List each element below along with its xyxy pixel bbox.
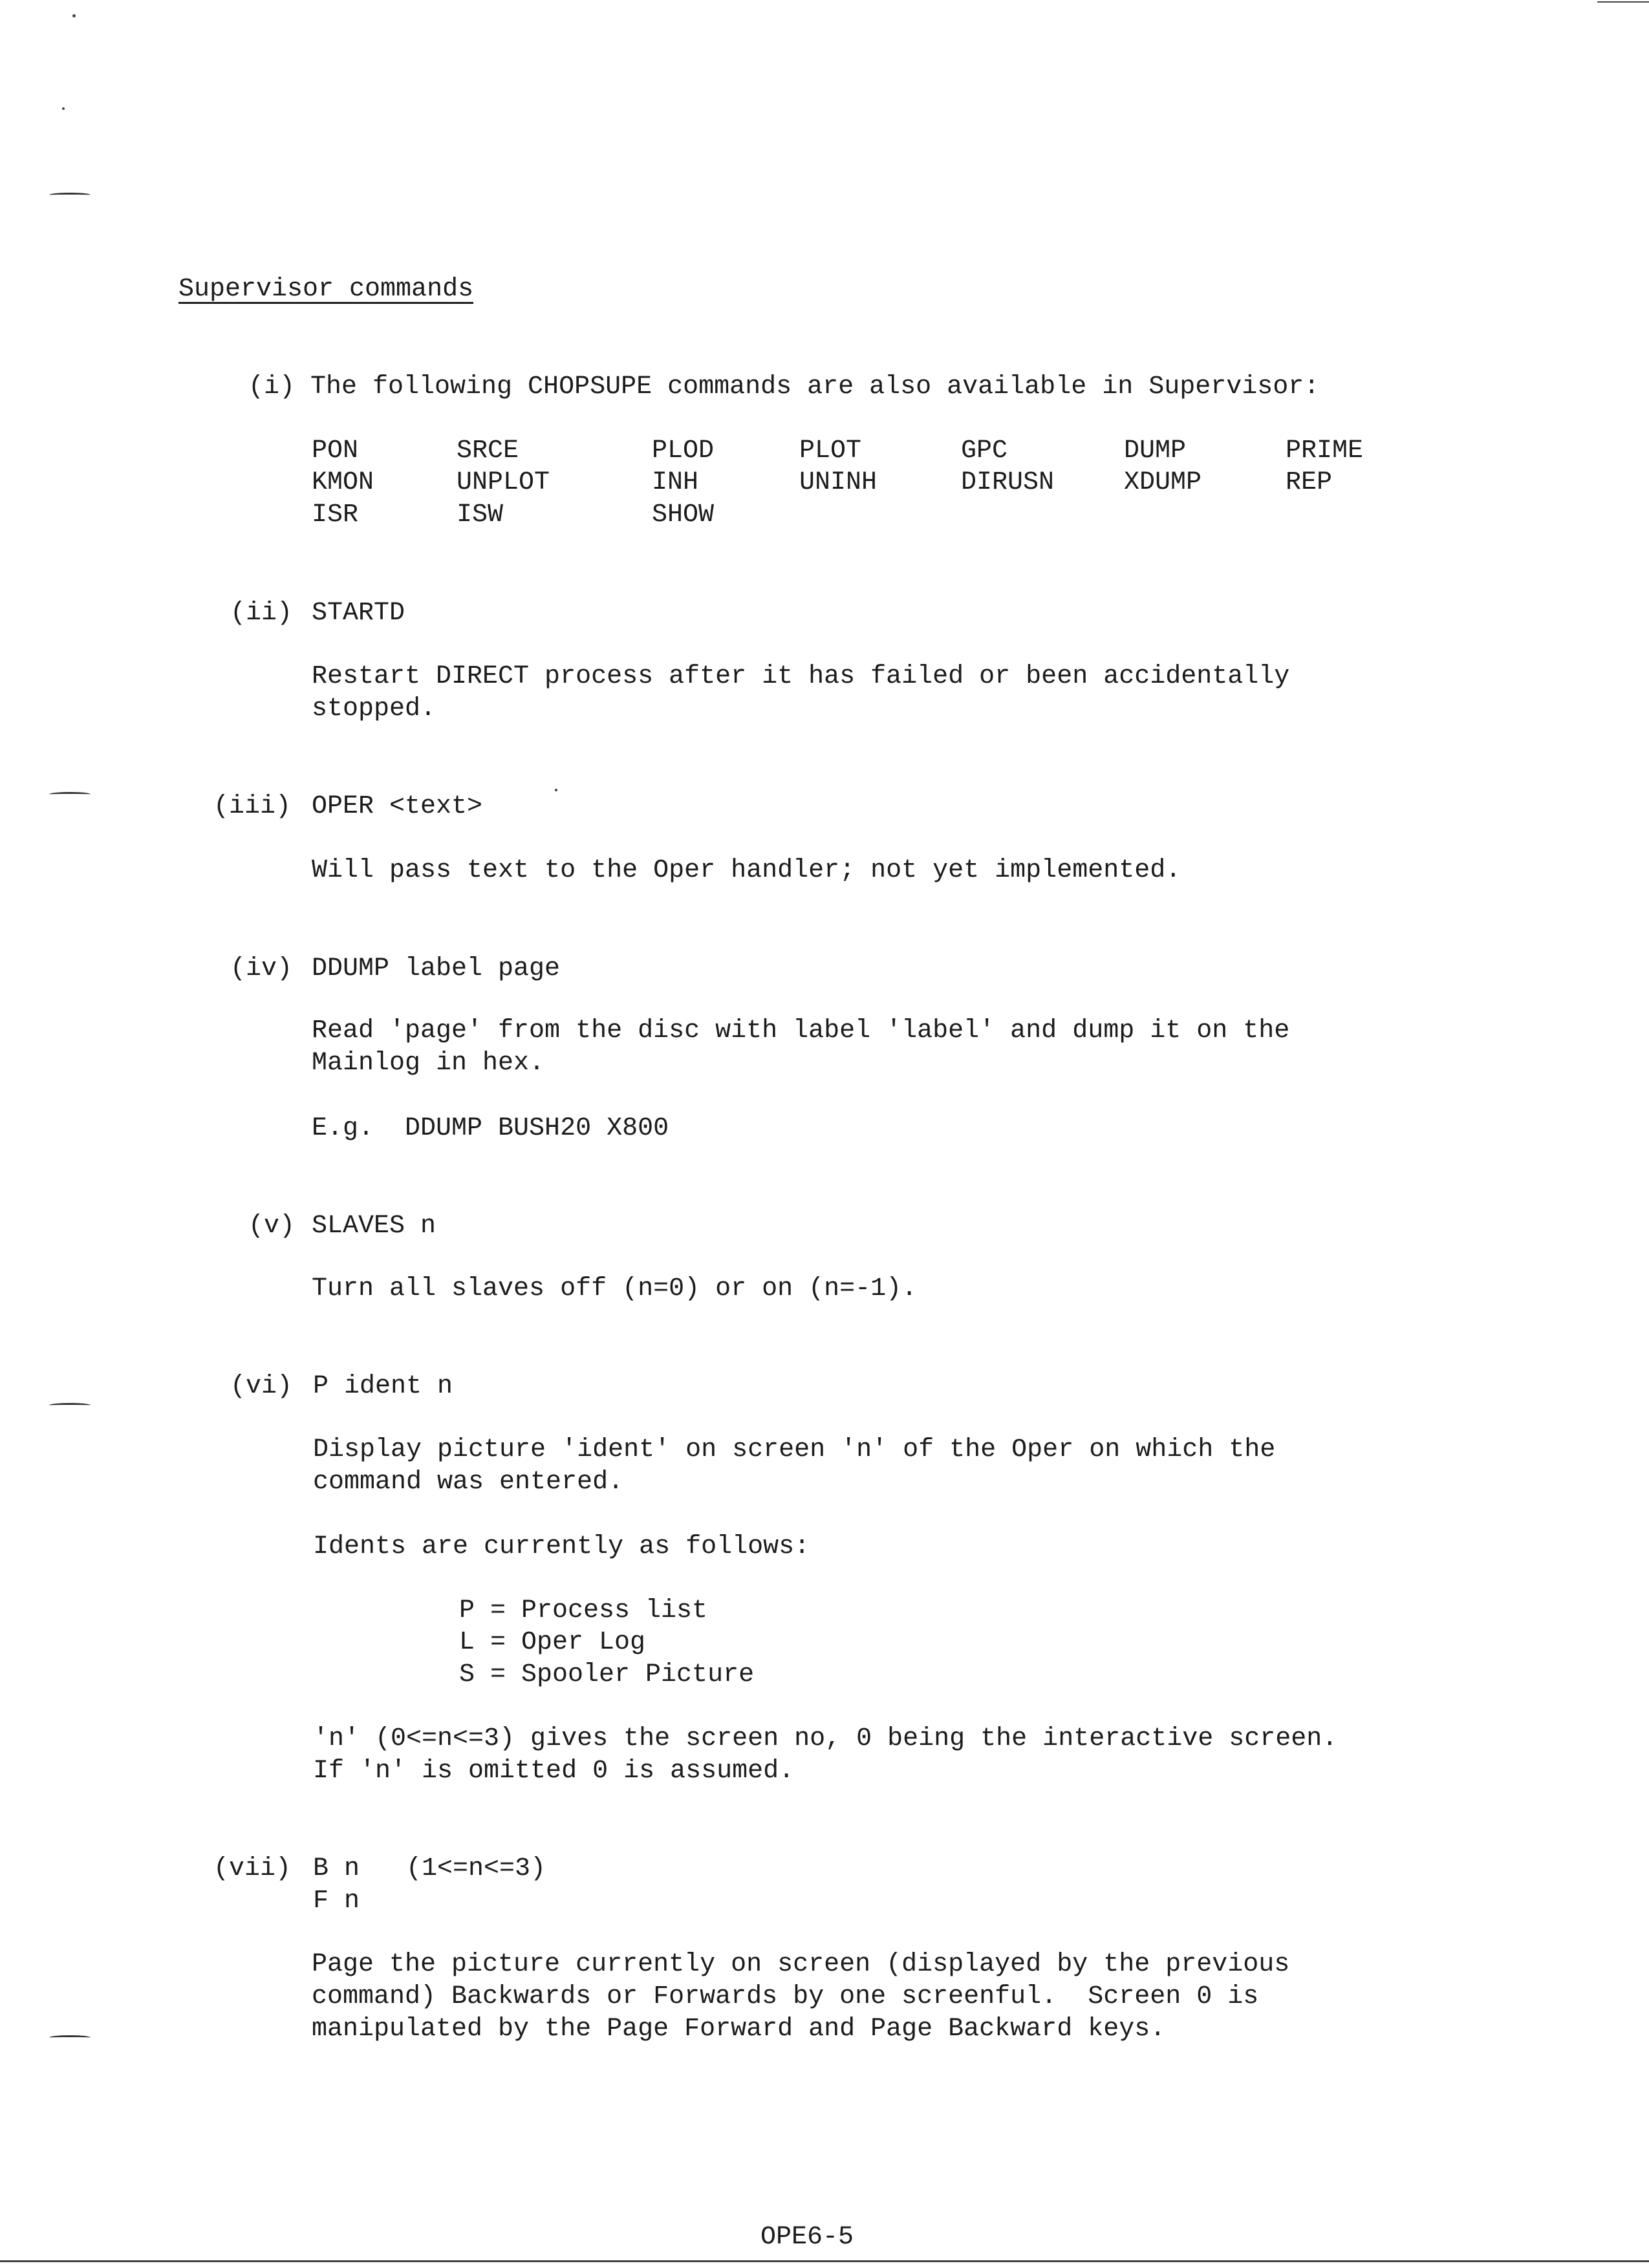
item-number: (iv): [230, 954, 293, 983]
description-line: Restart DIRECT process after it has failed or been accidentally: [312, 662, 1290, 691]
command-syntax: STARTD: [312, 599, 405, 628]
command-name: UNPLOT: [457, 468, 550, 497]
margin-mark: [49, 792, 91, 797]
command-name: PRIME: [1286, 436, 1364, 465]
item-number: (ii): [230, 599, 293, 628]
command-name: DIRUSN: [961, 468, 1055, 497]
description-line: Page the picture currently on screen (displayed by the previous: [312, 1950, 1290, 1979]
command-name: DUMP: [1124, 436, 1187, 465]
corner-mark: [1597, 1, 1649, 3]
note-line: If 'n' is omitted 0 is assumed.: [313, 1757, 795, 1786]
bottom-rule: [0, 2260, 1649, 2262]
command-name: ISR: [312, 500, 359, 530]
command-syntax: F n: [313, 1887, 360, 1916]
item-number: (i): [248, 372, 296, 401]
idents-intro: Idents are currently as follows:: [313, 1532, 810, 1561]
ident-entry: P = Process list: [459, 1596, 708, 1625]
description-line: command was entered.: [313, 1468, 624, 1497]
description-line: stopped.: [312, 694, 436, 723]
command-name: KMON: [312, 468, 374, 497]
description-line: Display picture 'ident' on screen 'n' of the Oper on which the: [313, 1435, 1276, 1464]
note-line: 'n' (0<=n<=3) gives the screen no, 0 being the interactive screen.: [313, 1724, 1338, 1753]
description-line: Read 'page' from the disc with label 'label' and dump it on the: [312, 1016, 1290, 1045]
command-name: GPC: [961, 436, 1008, 465]
command-name: PLOT: [799, 436, 862, 465]
description-line: Mainlog in hex.: [312, 1049, 545, 1078]
command-name: UNINH: [799, 468, 878, 497]
example-line: E.g. DDUMP BUSH20 X800: [312, 1114, 669, 1143]
page-number: OPE6-5: [760, 2223, 854, 2252]
scan-speck: [555, 789, 557, 791]
scan-speck: [72, 14, 76, 17]
command-name: REP: [1286, 468, 1333, 497]
scan-speck: [62, 107, 65, 110]
command-name: INH: [652, 468, 699, 497]
command-syntax: OPER <text>: [312, 792, 483, 821]
section-heading: Supervisor commands: [178, 275, 474, 304]
margin-mark: [49, 1403, 91, 1407]
item-number: (vii): [213, 1854, 292, 1883]
ident-entry: L = Oper Log: [459, 1628, 646, 1657]
description-line: manipulated by the Page Forward and Page Backward keys.: [312, 2015, 1166, 2044]
item-number: (v): [248, 1212, 296, 1241]
command-name: SHOW: [652, 500, 715, 530]
item-text: The following CHOPSUPE commands are also available in Supervisor:: [310, 372, 1320, 401]
ident-entry: S = Spooler Picture: [459, 1660, 755, 1689]
command-syntax: P ident n: [313, 1372, 453, 1401]
item-number: (iii): [213, 792, 292, 821]
margin-mark: [49, 193, 91, 197]
margin-mark: [49, 2035, 91, 2040]
description-line: Turn all slaves off (n=0) or on (n=-1).: [312, 1274, 918, 1303]
command-name: ISW: [457, 500, 504, 530]
description-line: command) Backwards or Forwards by one screenful. Screen 0 is: [312, 1982, 1259, 2011]
command-syntax: SLAVES n: [312, 1212, 436, 1241]
description-line: Will pass text to the Oper handler; not yet implemented.: [312, 856, 1181, 885]
command-syntax: DDUMP label page: [312, 954, 561, 983]
command-name: XDUMP: [1124, 468, 1202, 497]
command-name: PON: [312, 436, 359, 465]
command-name: SRCE: [457, 436, 519, 465]
command-name: PLOD: [652, 436, 715, 465]
command-syntax: B n (1<=n<=3): [313, 1854, 546, 1883]
item-number: (vi): [230, 1372, 293, 1401]
